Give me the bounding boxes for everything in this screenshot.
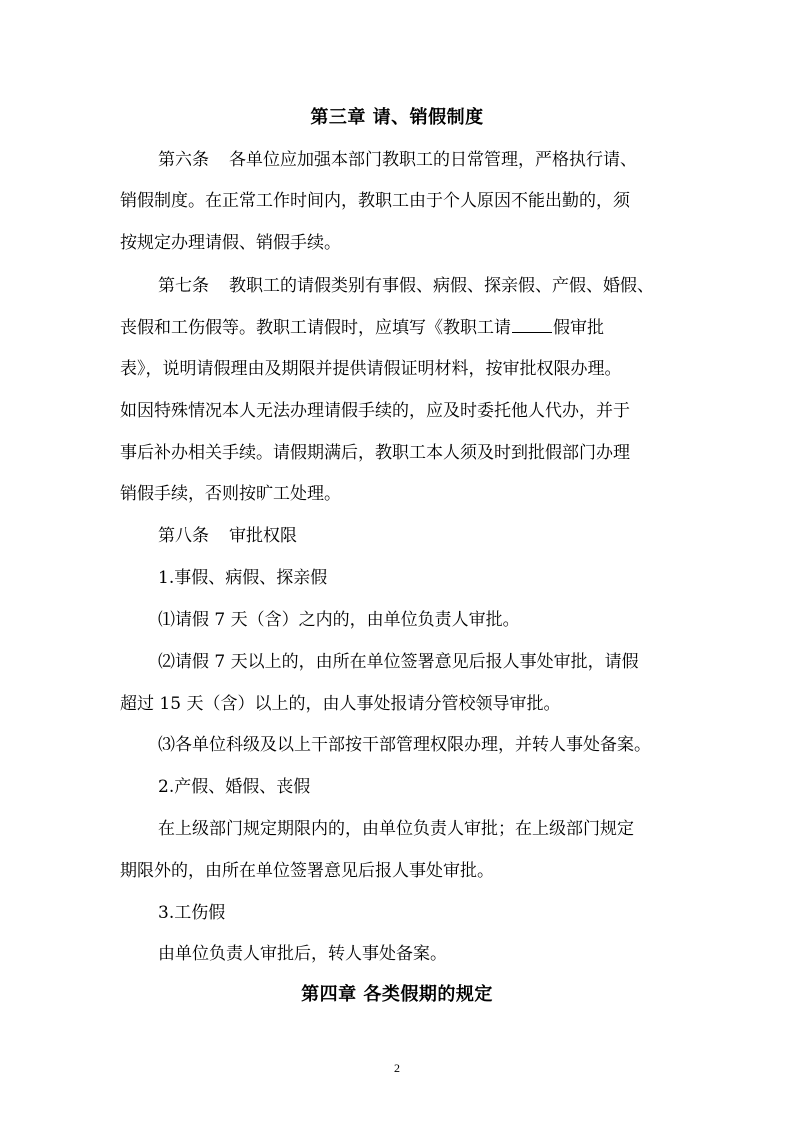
- article-8-title: 审批权限: [229, 526, 297, 546]
- article-6-label: 第六条: [158, 150, 209, 170]
- section-1-item-2-line-1: ⑵请假 7 天以上的，由所在单位签署意见后报人事处审批，请假: [158, 652, 639, 672]
- section-1-item-2-line-2: 超过 15 天（含）以上的，由人事处报请分管校领导审批。: [120, 694, 561, 714]
- section-2-line-1: 在上级部门规定期限内的，由单位负责人审批；在上级部门规定: [158, 819, 634, 839]
- article-7-line-2: [120, 315, 604, 340]
- page-number: 2: [394, 1061, 400, 1075]
- article-7-line-4: 如因特殊情况本人无法办理请假手续的，应及时委托他人代办，并于: [120, 401, 630, 421]
- section-1-item-1: ⑴请假 7 天（含）之内的，由单位负责人审批。: [158, 610, 520, 630]
- article-7-line-6: 销假手续，否则按旷工处理。: [120, 484, 341, 504]
- section-1-item-3: ⑶各单位科级及以上干部按干部管理权限办理，并转人事处备案。: [158, 735, 651, 755]
- section-2-heading: 2.产假、婚假、丧假: [158, 777, 311, 797]
- article-6-line-3: 按规定办理请假、销假手续。: [120, 233, 341, 253]
- chapter-3-title: 第三章 请、销假制度: [310, 107, 484, 128]
- section-2-line-2: 期限外的，由所在单位签署意见后报人事处审批。: [120, 861, 494, 881]
- chapter-4-title: 第四章 各类假期的规定: [301, 984, 493, 1005]
- section-1-heading: 1.事假、病假、探亲假: [158, 568, 328, 588]
- article-7-line-3: 表》，说明请假理由及期限并提供请假证明材料，按审批权限办理。: [120, 359, 622, 379]
- article-7-text-2a: 丧假和工伤假等。教职工请假时，应填写《教职工请: [120, 318, 511, 338]
- article-7-label: 第七条: [158, 276, 209, 296]
- article-7-text-2b: 假审批: [553, 318, 604, 338]
- article-6-line-2: 销假制度。在正常工作时间内，教职工由于个人原因不能出勤的，须: [120, 191, 630, 211]
- article-6-line-1: [158, 148, 637, 172]
- article-8-label: 第八条: [158, 526, 209, 546]
- article-7-line-1: [158, 274, 654, 298]
- article-6-text-1: 各单位应加强本部门教职工的日常管理，严格执行请、: [229, 150, 637, 170]
- article-7-text-1: 教职工的请假类别有事假、病假、探亲假、产假、婚假、: [229, 276, 654, 296]
- fill-in-blank: [512, 315, 552, 333]
- section-3-line-1: 由单位负责人审批后，转人事处备案。: [158, 944, 447, 964]
- article-8-heading: [158, 524, 297, 548]
- section-3-heading: 3.工伤假: [158, 903, 226, 923]
- article-7-line-5: 事后补办相关手续。请假期满后，教职工本人须及时到批假部门办理: [120, 443, 630, 463]
